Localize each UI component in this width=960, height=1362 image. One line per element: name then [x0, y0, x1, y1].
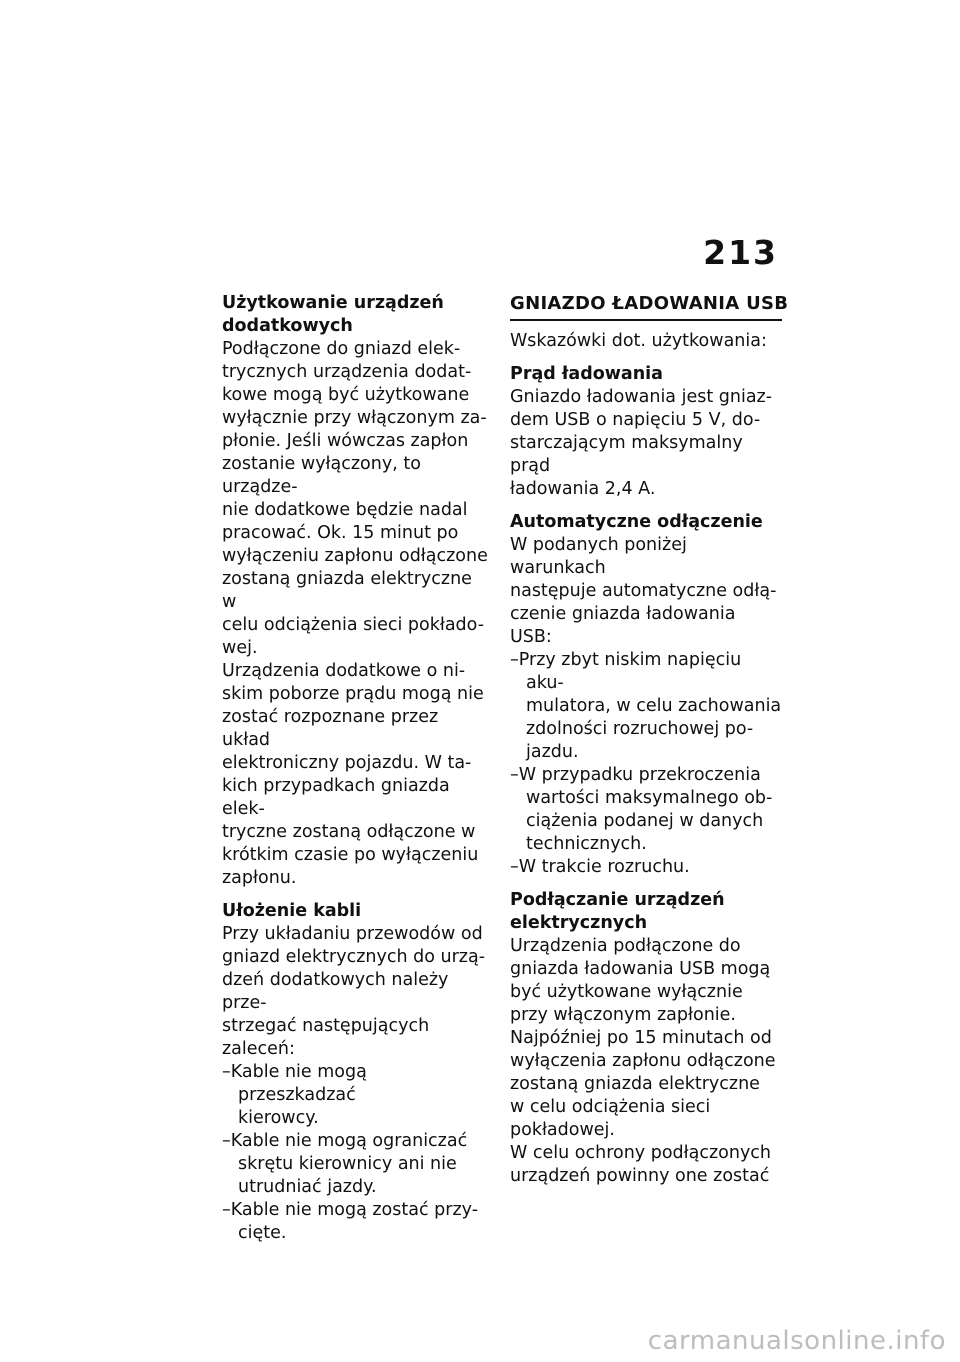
section-heading-auto-disconnect: Automatyczne odłączenie — [510, 512, 763, 532]
list-item: –W trakcie rozruchu. — [510, 857, 690, 877]
right-column — [510, 292, 789, 1188]
page-number: 213 — [703, 233, 778, 272]
list-item: –Przy zbyt niskim napięciu aku- mulatora, w celu zachowania zdolności rozruchowej po- jazdu. — [510, 650, 782, 762]
paragraph-low-current: Urządzenia dodatkowe o ni- skim poborze prądu mogą nie zostać rozpoznane przez układ elektroniczny pojazdu. W ta- kich przypadkach gniazda elek- tryczne zostaną odłączone w krótkim czasie po wyłączeniu zapłonu. — [222, 661, 484, 888]
left-column — [222, 292, 490, 1245]
paragraph-charging-current: Gniazdo ładowania jest gniaz- dem USB o napięciu 5 V, do- starczającym maksymalny prąd ładowania 2,4 A. — [510, 387, 773, 499]
section-heading-connecting-devices: Podłączanie urządzeń elektrycznych — [510, 890, 725, 933]
paragraph-usage-notes: Wskazówki dot. użytkowania: — [510, 331, 767, 351]
section-title-usb-socket: GNIAZDO ŁADOWANIA USB — [510, 292, 782, 321]
paragraph-auto-disconnect: W podanych poniżej warunkach następuje automatyczne odłą- czenie gniazda ładowania USB: — [510, 535, 777, 647]
list-item: –Kable nie mogą ograniczać skrętu kierownicy ani nie utrudniać jazdy. — [222, 1131, 468, 1197]
section-heading-accessory-use: Użytkowanie urządzeń dodatkowych — [222, 293, 444, 336]
list-item: –W przypadku przekroczenia wartości maksymalnego ob- ciążenia podanej w danych technicznych. — [510, 765, 773, 854]
list-item: –Kable nie mogą zostać przy- cięte. — [222, 1200, 479, 1243]
paragraph-connecting-devices: Urządzenia podłączone do gniazda ładowania USB mogą być użytkowane wyłącznie przy włączonym zapłonie. Najpóźniej po 15 minutach od wyłączenia zapłonu odłączone zostaną gniazda elektryczne w celu odciążenia sieci pokładowej. — [510, 936, 776, 1140]
section-heading-charging-current: Prąd ładowania — [510, 364, 663, 384]
watermark: carmanualsonline.info — [647, 1326, 946, 1356]
list-item: –Kable nie mogą przeszkadzać kierowcy. — [222, 1062, 367, 1128]
paragraph-accessory-use: Podłączone do gniazd elek- trycznych urządzenia dodat- kowe mogą być użytkowane wyłącznie przy włączonym za- płonie. Jeśli wówczas zapłon zostanie wyłączony, to urządze- nie dodatkowe będzie nadal pracować. Ok. 15 minut po wyłączeniu zapłonu odłączone zostaną gniazda elektryczne w celu odciążenia sieci pokłado- wej. — [222, 339, 488, 658]
paragraph-cable-routing: Przy układaniu przewodów od gniazd elektrycznych do urzą- dzeń dodatkowych należy prze- strzegać następujących zaleceń: — [222, 924, 486, 1059]
paragraph-device-protection: W celu ochrony podłączonych urządzeń powinny one zostać — [510, 1143, 772, 1186]
section-heading-cable-routing: Ułożenie kabli — [222, 901, 362, 921]
